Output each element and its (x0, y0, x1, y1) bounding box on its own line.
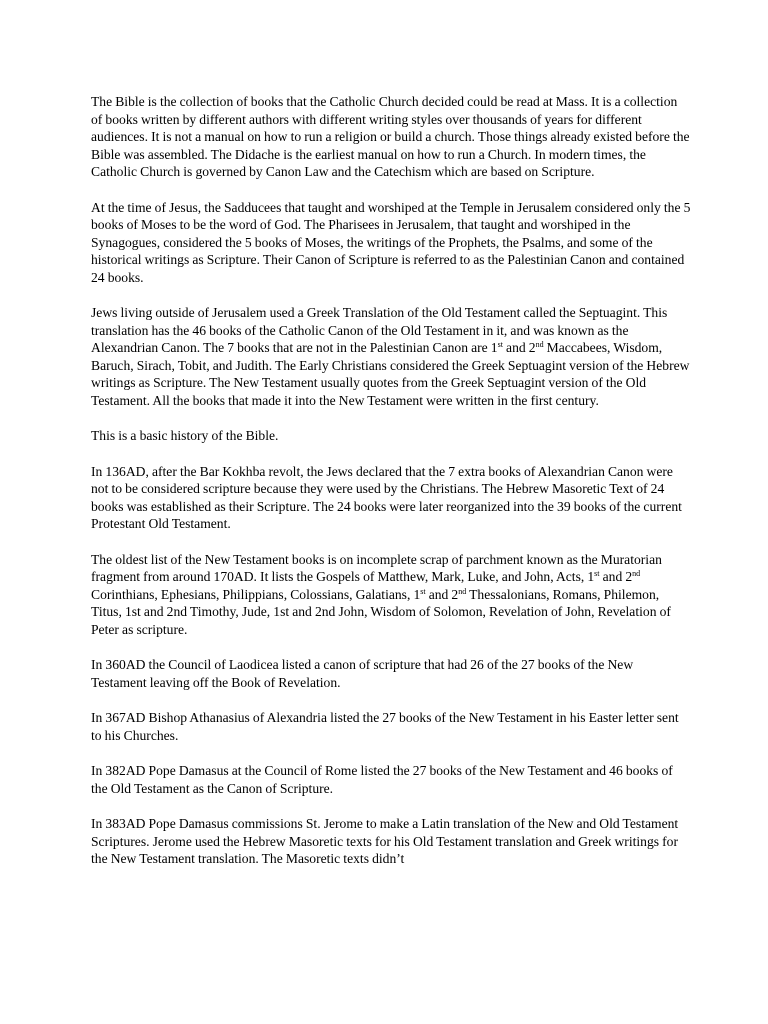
text-run: At the time of Jesus, the Sadducees that taught and worshiped at the Temple in Jerusalem considered only the 5 books of Moses to be the word of God. The Pharisees in Jerusalem, that taught and worshiped in the Synagogues, considered the 5 books of Moses, the writings of the Prophets, the Psalms, and some of the historical writings as Scripture. Their Canon of Scripture is referred to as the Palestinian Canon and contained 24 books. (91, 199, 691, 285)
paragraph-136ad (91, 463, 691, 533)
text-run: Thessalonians, Romans, Philemon, Titus, 1st and 2nd Timothy, Jude, 1st and 2nd John, Wisdom of Solomon, Revelation of John, Revelation of Peter as scripture. (91, 586, 671, 637)
paragraph-muratorian-fragment (91, 551, 691, 639)
text-run: and 2 (502, 340, 536, 355)
text-run: Corinthians, Ephesians, Philippians, Colossians, Galatians, 1 (91, 586, 421, 602)
ordinal-suffix: st (497, 340, 503, 349)
document-body (91, 93, 691, 886)
ordinal-suffix: st (594, 569, 600, 578)
paragraph-basic-history (91, 427, 691, 445)
text-run: The oldest list of the New Testament books is on incomplete scrap of parchment known as the Muratorian fragment from around 170AD. It lists the Gospels of Matthew, Mark, Luke, and John, Acts, 1 (91, 551, 662, 584)
paragraph-367ad (91, 709, 691, 744)
paragraph-alexandrian-canon (91, 304, 691, 409)
text-run: Jews living outside of Jerusalem used a Greek Translation of the Old Testament called the Septuagint. This translation has the 46 books of the Catholic Canon of the Old Testament in it, and was known as the Alexandrian Canon. The 7 books that are not in the Palestinian Canon are 1 (91, 305, 668, 355)
ordinal-suffix: nd (632, 569, 641, 578)
paragraph-383ad (91, 815, 691, 868)
text-run: and 2 (425, 586, 459, 602)
text-run: and 2 (599, 569, 633, 584)
paragraph-bible-definition (91, 93, 691, 181)
text-run: Maccabees, Wisdom, Baruch, Sirach, Tobit, and Judith. The Early Christians considered the Greek Septuagint version of the Hebrew writings as Scripture. The New Testament usually quotes from the Greek Septuagint version of the Old Testament. All the books that made it into the New Testament were written in the first century. (91, 340, 690, 408)
paragraph-palestinian-canon (91, 199, 691, 287)
text-run: In 382AD Pope Damasus at the Council of Rome listed the 27 books of the New Testament and 46 books of the Old Testament as the Canon of Scripture. (91, 763, 673, 796)
text-run: This is a basic history of the Bible. (91, 428, 279, 443)
text-run: In 136AD, after the Bar Kokhba revolt, the Jews declared that the 7 extra books of Alexandrian Canon were not to be considered scripture because they were used by the Christians. The Hebrew Masoretic Text of 24 books was established as their Scripture. The 24 books were later reorganized into the 39 books of the current Protestant Old Testament. (91, 463, 682, 531)
text-run: The Bible is the collection of books that the Catholic Church decided could be read at Mass. It is a collection of books written by different authors with different writing styles over thousands of years for different audiences. It is not a manual on how to run a religion or build a church. Those things already existed before the Bible was assembled. The Didache is the earliest manual on how to run a Church. In modern times, the Catholic Church is governed by Canon Law and the Catechism which are based on Scripture. (91, 94, 690, 179)
paragraph-360ad (91, 656, 691, 691)
text-run: In 383AD Pope Damasus commissions St. Jerome to make a Latin translation of the New and Old Testament Scriptures. Jerome used the Hebrew Masoretic texts for his Old Testament translation and Greek writings for the New Testament translation. The Masoretic texts didn’t (91, 816, 679, 866)
ordinal-suffix: st (420, 586, 426, 596)
text-run: In 360AD the Council of Laodicea listed a canon of scripture that had 26 of the 27 books of the New Testament leaving off the Book of Revelation. (91, 657, 634, 690)
ordinal-suffix: nd (535, 340, 544, 349)
text-run: In 367AD Bishop Athanasius of Alexandria listed the 27 books of the New Testament in his Easter letter sent to his Churches. (91, 710, 679, 743)
ordinal-suffix: nd (458, 586, 467, 596)
paragraph-382ad (91, 762, 691, 797)
